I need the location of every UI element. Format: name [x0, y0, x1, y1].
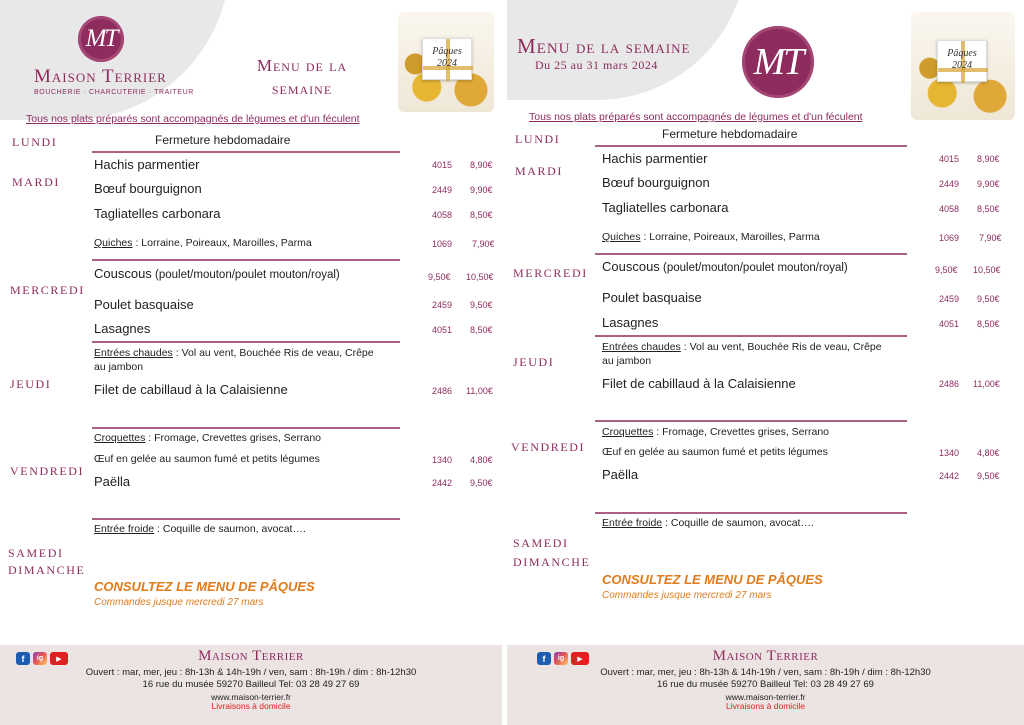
separator: [92, 427, 400, 429]
item-price: 11,00€: [973, 379, 1000, 389]
item-poulet-basquaise: Poulet basquaise: [94, 297, 194, 312]
menu-dates: Du 25 au 31 mars 2024: [535, 58, 658, 72]
day-jeudi: JEUDI: [513, 355, 555, 369]
footer-hours: Ouvert : mar, mer, jeu : 8h-13h & 14h-19h / ven, sam : 8h-19h / dim : 8h-12h30: [600, 667, 931, 678]
item-code: 4058: [432, 210, 453, 220]
item-croquettes: Croquettes : Fromage, Crevettes grises, Serrano: [602, 426, 830, 438]
item-price: 9,50€: [977, 294, 1000, 304]
item-price: 8,90€: [470, 160, 493, 170]
item-boeuf: Bœuf bourguignon: [602, 175, 710, 190]
item-price: 8,50€: [977, 204, 1000, 214]
item-code: 2449: [939, 179, 960, 189]
day-mercredi: MERCREDI: [513, 266, 588, 280]
item-code: 1069: [939, 233, 960, 243]
day-mardi: MARDI: [515, 164, 564, 178]
item-code: 2449: [432, 185, 453, 195]
monogram-logo: MT: [78, 16, 124, 62]
day-vendredi: VENDREDI: [511, 440, 586, 454]
easter-card-line2: 2024: [437, 58, 457, 69]
day-dimanche: DIMANCHE: [8, 563, 86, 577]
item-code: 1340: [432, 455, 453, 465]
item-price: 7,90€: [979, 233, 1002, 243]
youtube-icon[interactable]: ▶: [571, 652, 589, 665]
item-entrees-chaudes: Entrées chaudes : Vol au vent, Bouchée Ris de veau, Crêpe au jambon: [602, 341, 882, 367]
item-code: 4015: [432, 160, 453, 170]
item-code: 2459: [939, 294, 960, 304]
item-price: 9,90€: [470, 185, 493, 195]
item-lasagnes: Lasagnes: [602, 315, 659, 330]
separator: [92, 518, 400, 520]
item-price: 4,80€: [977, 448, 1000, 458]
closure-note: Fermeture hebdomadaire: [662, 127, 798, 141]
item-price: 10,50€: [466, 272, 494, 282]
item-code: 2486: [432, 386, 453, 396]
item-price: 11,00€: [466, 386, 493, 396]
item-price: 8,50€: [470, 325, 493, 335]
item-code: 2442: [432, 478, 453, 488]
easter-card: [422, 38, 472, 80]
item-quiches: Quiches : Lorraine, Poireaux, Maroilles, Parma: [94, 237, 312, 249]
footer-brand: Maison Terrier: [712, 648, 819, 664]
menu-title-line1: Menu de la: [256, 56, 348, 75]
easter-card-line1: Pâques: [432, 46, 462, 57]
footer-brand: Maison Terrier: [198, 648, 304, 664]
item-code: 4058: [939, 204, 960, 214]
item-paella: Paëlla: [94, 474, 131, 489]
menu-panel-left: [0, 0, 502, 725]
item-hachis: Hachis parmentier: [94, 157, 200, 172]
item-code: 1069: [432, 239, 453, 249]
easter-menu-headline[interactable]: CONSULTEZ LE MENU DE PÂQUES: [602, 572, 823, 587]
separator: [595, 335, 907, 337]
day-vendredi: VENDREDI: [10, 464, 85, 478]
monogram-logo: MT: [742, 26, 814, 98]
item-code: 2459: [432, 300, 453, 310]
instagram-icon[interactable]: ig: [33, 652, 47, 665]
item-price: 8,90€: [977, 154, 1000, 164]
easter-eggs-image: [911, 12, 1015, 120]
easter-card: [937, 40, 987, 82]
item-price: 9,50€: [470, 300, 493, 310]
menu-panel-right: [507, 0, 1024, 725]
item-poulet-basquaise: Poulet basquaise: [602, 290, 702, 305]
facebook-icon[interactable]: f: [16, 652, 30, 665]
easter-card-line2: 2024: [952, 60, 972, 71]
item-lasagnes: Lasagnes: [94, 321, 151, 336]
separator: [595, 420, 907, 422]
youtube-icon[interactable]: ▶: [50, 652, 68, 665]
item-price: 9,90€: [977, 179, 1000, 189]
easter-card-line1: Pâques: [947, 48, 977, 59]
item-cabillaud: Filet de cabillaud à la Calaisienne: [94, 382, 288, 397]
item-code: 9,50€: [935, 265, 958, 275]
decorative-blob: [0, 0, 230, 120]
day-samedi: SAMEDI: [8, 546, 64, 560]
separator: [595, 253, 907, 255]
item-hachis: Hachis parmentier: [602, 151, 708, 166]
item-price: 8,50€: [470, 210, 493, 220]
footer-delivery: Livraisons à domicile: [211, 701, 291, 711]
item-quiches: Quiches : Lorraine, Poireaux, Maroilles, Parma: [602, 231, 820, 243]
day-lundi: LUNDI: [515, 132, 561, 146]
item-price: 10,50€: [973, 265, 1001, 275]
day-mercredi: MERCREDI: [10, 283, 85, 297]
footer-address: 16 rue du musée 59270 Bailleul Tel: 03 28 49 27 69: [142, 679, 360, 690]
item-code: 4015: [939, 154, 960, 164]
footer-website-link[interactable]: www.maison-terrier.fr: [725, 692, 806, 702]
item-entrees-chaudes: Entrées chaudes : Vol au vent, Bouchée Ris de veau, Crêpe au jambon: [94, 347, 374, 373]
item-couscous: Couscous (poulet/mouton/poulet mouton/royal): [94, 266, 340, 281]
accompaniment-note: Tous nos plats préparés sont accompagnés de légumes et d'un féculent: [529, 111, 863, 123]
day-dimanche: DIMANCHE: [513, 555, 591, 569]
item-tagliatelles: Tagliatelles carbonara: [602, 200, 729, 215]
day-lundi: LUNDI: [12, 135, 58, 149]
separator: [595, 512, 907, 514]
footer-address: 16 rue du musée 59270 Bailleul Tel: 03 28 49 27 69: [657, 679, 874, 690]
day-samedi: SAMEDI: [513, 536, 569, 550]
item-oeuf-gelee: Œuf en gelée au saumon fumé et petits légumes: [602, 446, 828, 458]
item-price: 9,50€: [470, 478, 493, 488]
accompaniment-note: Tous nos plats préparés sont accompagnés de légumes et d'un féculent: [26, 113, 360, 125]
item-code: 2442: [939, 471, 960, 481]
item-code: 4051: [939, 319, 960, 329]
separator: [595, 145, 907, 147]
footer: [0, 645, 502, 725]
item-croquettes: Croquettes : Fromage, Crevettes grises, Serrano: [94, 432, 322, 444]
item-couscous: Couscous (poulet/mouton/poulet mouton/royal): [602, 259, 848, 274]
item-tagliatelles: Tagliatelles carbonara: [94, 206, 221, 221]
item-entree-froide: Entrée froide : Coquille de saumon, avocat….: [94, 523, 306, 535]
footer: [507, 645, 1024, 725]
item-code: 9,50€: [428, 272, 451, 282]
item-boeuf: Bœuf bourguignon: [94, 181, 202, 196]
day-mardi: MARDI: [12, 175, 61, 189]
footer-delivery: Livraisons à domicile: [726, 701, 805, 711]
footer-website-link[interactable]: www.maison-terrier.fr: [211, 692, 291, 702]
item-code: 1340: [939, 448, 960, 458]
item-code: 4051: [432, 325, 453, 335]
facebook-icon[interactable]: f: [537, 652, 551, 665]
item-price: 9,50€: [977, 471, 1000, 481]
separator: [92, 341, 400, 343]
easter-menu-note: Commandes jusque mercredi 27 mars: [94, 597, 264, 608]
menu-title-line2: semaine: [271, 79, 333, 98]
item-code: 2486: [939, 379, 960, 389]
item-paella: Paëlla: [602, 467, 639, 482]
item-cabillaud: Filet de cabillaud à la Calaisienne: [602, 376, 796, 391]
item-oeuf-gelee: Œuf en gelée au saumon fumé et petits légumes: [94, 453, 320, 465]
item-price: 8,50€: [977, 319, 1000, 329]
closure-note: Fermeture hebdomadaire: [155, 133, 291, 147]
easter-menu-note: Commandes jusque mercredi 27 mars: [602, 590, 772, 601]
brand-name: Maison Terrier: [34, 66, 167, 87]
day-jeudi: JEUDI: [10, 377, 52, 391]
easter-menu-headline[interactable]: CONSULTEZ LE MENU DE PÂQUES: [94, 579, 315, 594]
menu-title: [246, 54, 358, 100]
item-entree-froide: Entrée froide : Coquille de saumon, avocat….: [602, 517, 814, 529]
footer-hours: Ouvert : mar, mer, jeu : 8h-13h & 14h-19h / ven, sam : 8h-19h / dim : 8h-12h30: [85, 667, 417, 678]
menu-title: Menu de la semaine: [517, 34, 691, 58]
separator: [92, 259, 400, 261]
separator: [92, 151, 400, 153]
brand-tagline: BOUCHERIE · CHARCUTERIE · TRAITEUR: [34, 89, 194, 96]
instagram-icon[interactable]: ig: [554, 652, 568, 665]
item-price: 4,80€: [470, 455, 493, 465]
easter-eggs-image: [398, 12, 494, 112]
item-price: 7,90€: [472, 239, 495, 249]
